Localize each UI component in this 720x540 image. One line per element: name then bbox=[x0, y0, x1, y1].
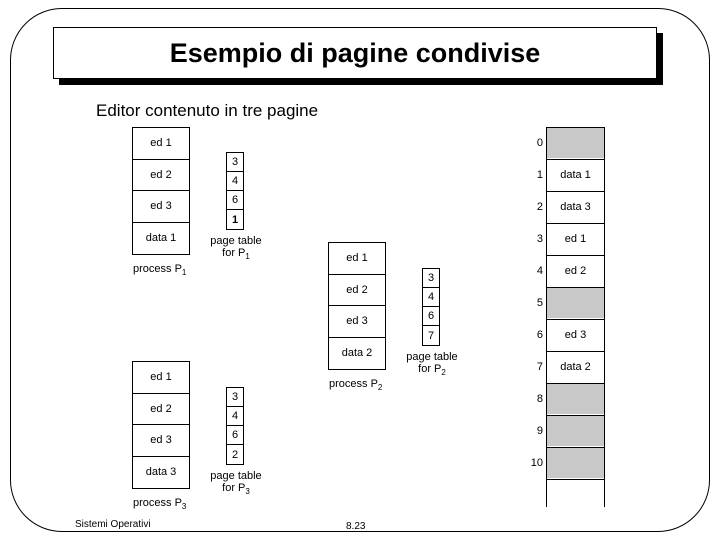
page-table-p2 bbox=[422, 268, 440, 346]
memory-frame bbox=[547, 415, 604, 446]
process-p3-label bbox=[133, 497, 186, 513]
memory-frame: data 2 bbox=[547, 351, 604, 382]
page-cell: ed 2 bbox=[133, 394, 189, 426]
memory-frame bbox=[547, 479, 604, 509]
physical-memory bbox=[546, 127, 605, 507]
frame-number: 4 bbox=[536, 265, 543, 277]
page-cell: ed 1 bbox=[133, 362, 189, 394]
memory-frame: data 1 bbox=[547, 159, 604, 190]
page-cell: ed 1 bbox=[329, 243, 385, 275]
frame-number: 9 bbox=[536, 425, 543, 437]
memory-frame: ed 1 bbox=[547, 223, 604, 254]
process-p1-label bbox=[133, 263, 186, 279]
footer-page-number: 8.23 bbox=[346, 521, 366, 532]
page-cell: ed 3 bbox=[133, 425, 189, 457]
memory-frame bbox=[547, 127, 604, 158]
frame-number: 1 bbox=[536, 169, 543, 181]
page-cell: ed 2 bbox=[329, 275, 385, 307]
process-label-text: process P bbox=[133, 497, 182, 509]
page-cell: ed 2 bbox=[133, 160, 189, 192]
page-cell: ed 3 bbox=[329, 306, 385, 338]
process-label-sub: 2 bbox=[377, 383, 383, 393]
pt-label-line2: for $P_3$ bbox=[222, 482, 250, 497]
frame-number: 3 bbox=[536, 233, 543, 245]
page-table-entry: 1 bbox=[231, 213, 239, 226]
pt-label-line2: for $P_2$ bbox=[418, 363, 446, 378]
process-label-sub: 3 bbox=[181, 502, 187, 512]
memory-frame: ed 3 bbox=[547, 319, 604, 350]
frame-number: 6 bbox=[536, 329, 543, 341]
process-p2-label bbox=[329, 378, 382, 394]
page-table-entry: 6 bbox=[423, 307, 439, 326]
pt-label-line2: for $P_1$ bbox=[222, 247, 250, 262]
page-cell: ed 3 bbox=[133, 191, 189, 223]
frame-number: 0 bbox=[536, 137, 543, 149]
pt-label-line1: page table bbox=[406, 351, 458, 363]
page-table-entry: 3 bbox=[227, 153, 243, 172]
memory-frame bbox=[547, 383, 604, 414]
process-p1-pages bbox=[132, 127, 190, 255]
memory-frame: data 3 bbox=[547, 191, 604, 222]
memory-frame: ed 2 bbox=[547, 255, 604, 286]
process-p3-pages bbox=[132, 361, 190, 489]
frame-number: 2 bbox=[536, 201, 543, 213]
page-table-entry: 4 bbox=[227, 407, 243, 426]
memory-frame bbox=[547, 287, 604, 318]
pt-label-line1: page table bbox=[210, 470, 262, 482]
page-table-p3 bbox=[226, 387, 244, 465]
frame-number: 8 bbox=[536, 393, 543, 405]
page-cell: data 3 bbox=[145, 466, 177, 479]
page-table-p3-label bbox=[205, 470, 267, 498]
memory-frame bbox=[547, 447, 604, 478]
page-table-entry: 3 bbox=[227, 388, 243, 407]
page-table-entry: 7 bbox=[427, 329, 435, 342]
page-table-p1-label bbox=[205, 235, 267, 263]
process-label-text: process P bbox=[133, 263, 182, 275]
page-table-entry: 6 bbox=[227, 191, 243, 210]
slide-title: Esempio di pagine condivise bbox=[53, 27, 657, 79]
frame-number: 7 bbox=[536, 361, 543, 373]
page-cell: ed 1 bbox=[133, 128, 189, 160]
slide-subtitle: Editor contenuto in tre pagine bbox=[96, 101, 319, 120]
footer-left: Sistemi Operativi bbox=[75, 519, 151, 530]
page-table-entry: 6 bbox=[227, 426, 243, 445]
page-table-entry: 3 bbox=[423, 269, 439, 288]
page-table-entry: 2 bbox=[231, 448, 239, 461]
page-cell: data 1 bbox=[145, 232, 177, 245]
process-label-text: process P bbox=[329, 378, 378, 390]
page-cell: data 2 bbox=[341, 347, 373, 360]
page-table-entry: 4 bbox=[423, 288, 439, 307]
page-table-p2-label bbox=[401, 351, 463, 379]
frame-number: 10 bbox=[530, 457, 543, 469]
page-table-p1 bbox=[226, 152, 244, 230]
page-table-entry: 4 bbox=[227, 172, 243, 191]
frame-number: 5 bbox=[536, 297, 543, 309]
pt-label-line1: page table bbox=[210, 235, 262, 247]
process-p2-pages bbox=[328, 242, 386, 370]
process-label-sub: 1 bbox=[181, 268, 187, 278]
